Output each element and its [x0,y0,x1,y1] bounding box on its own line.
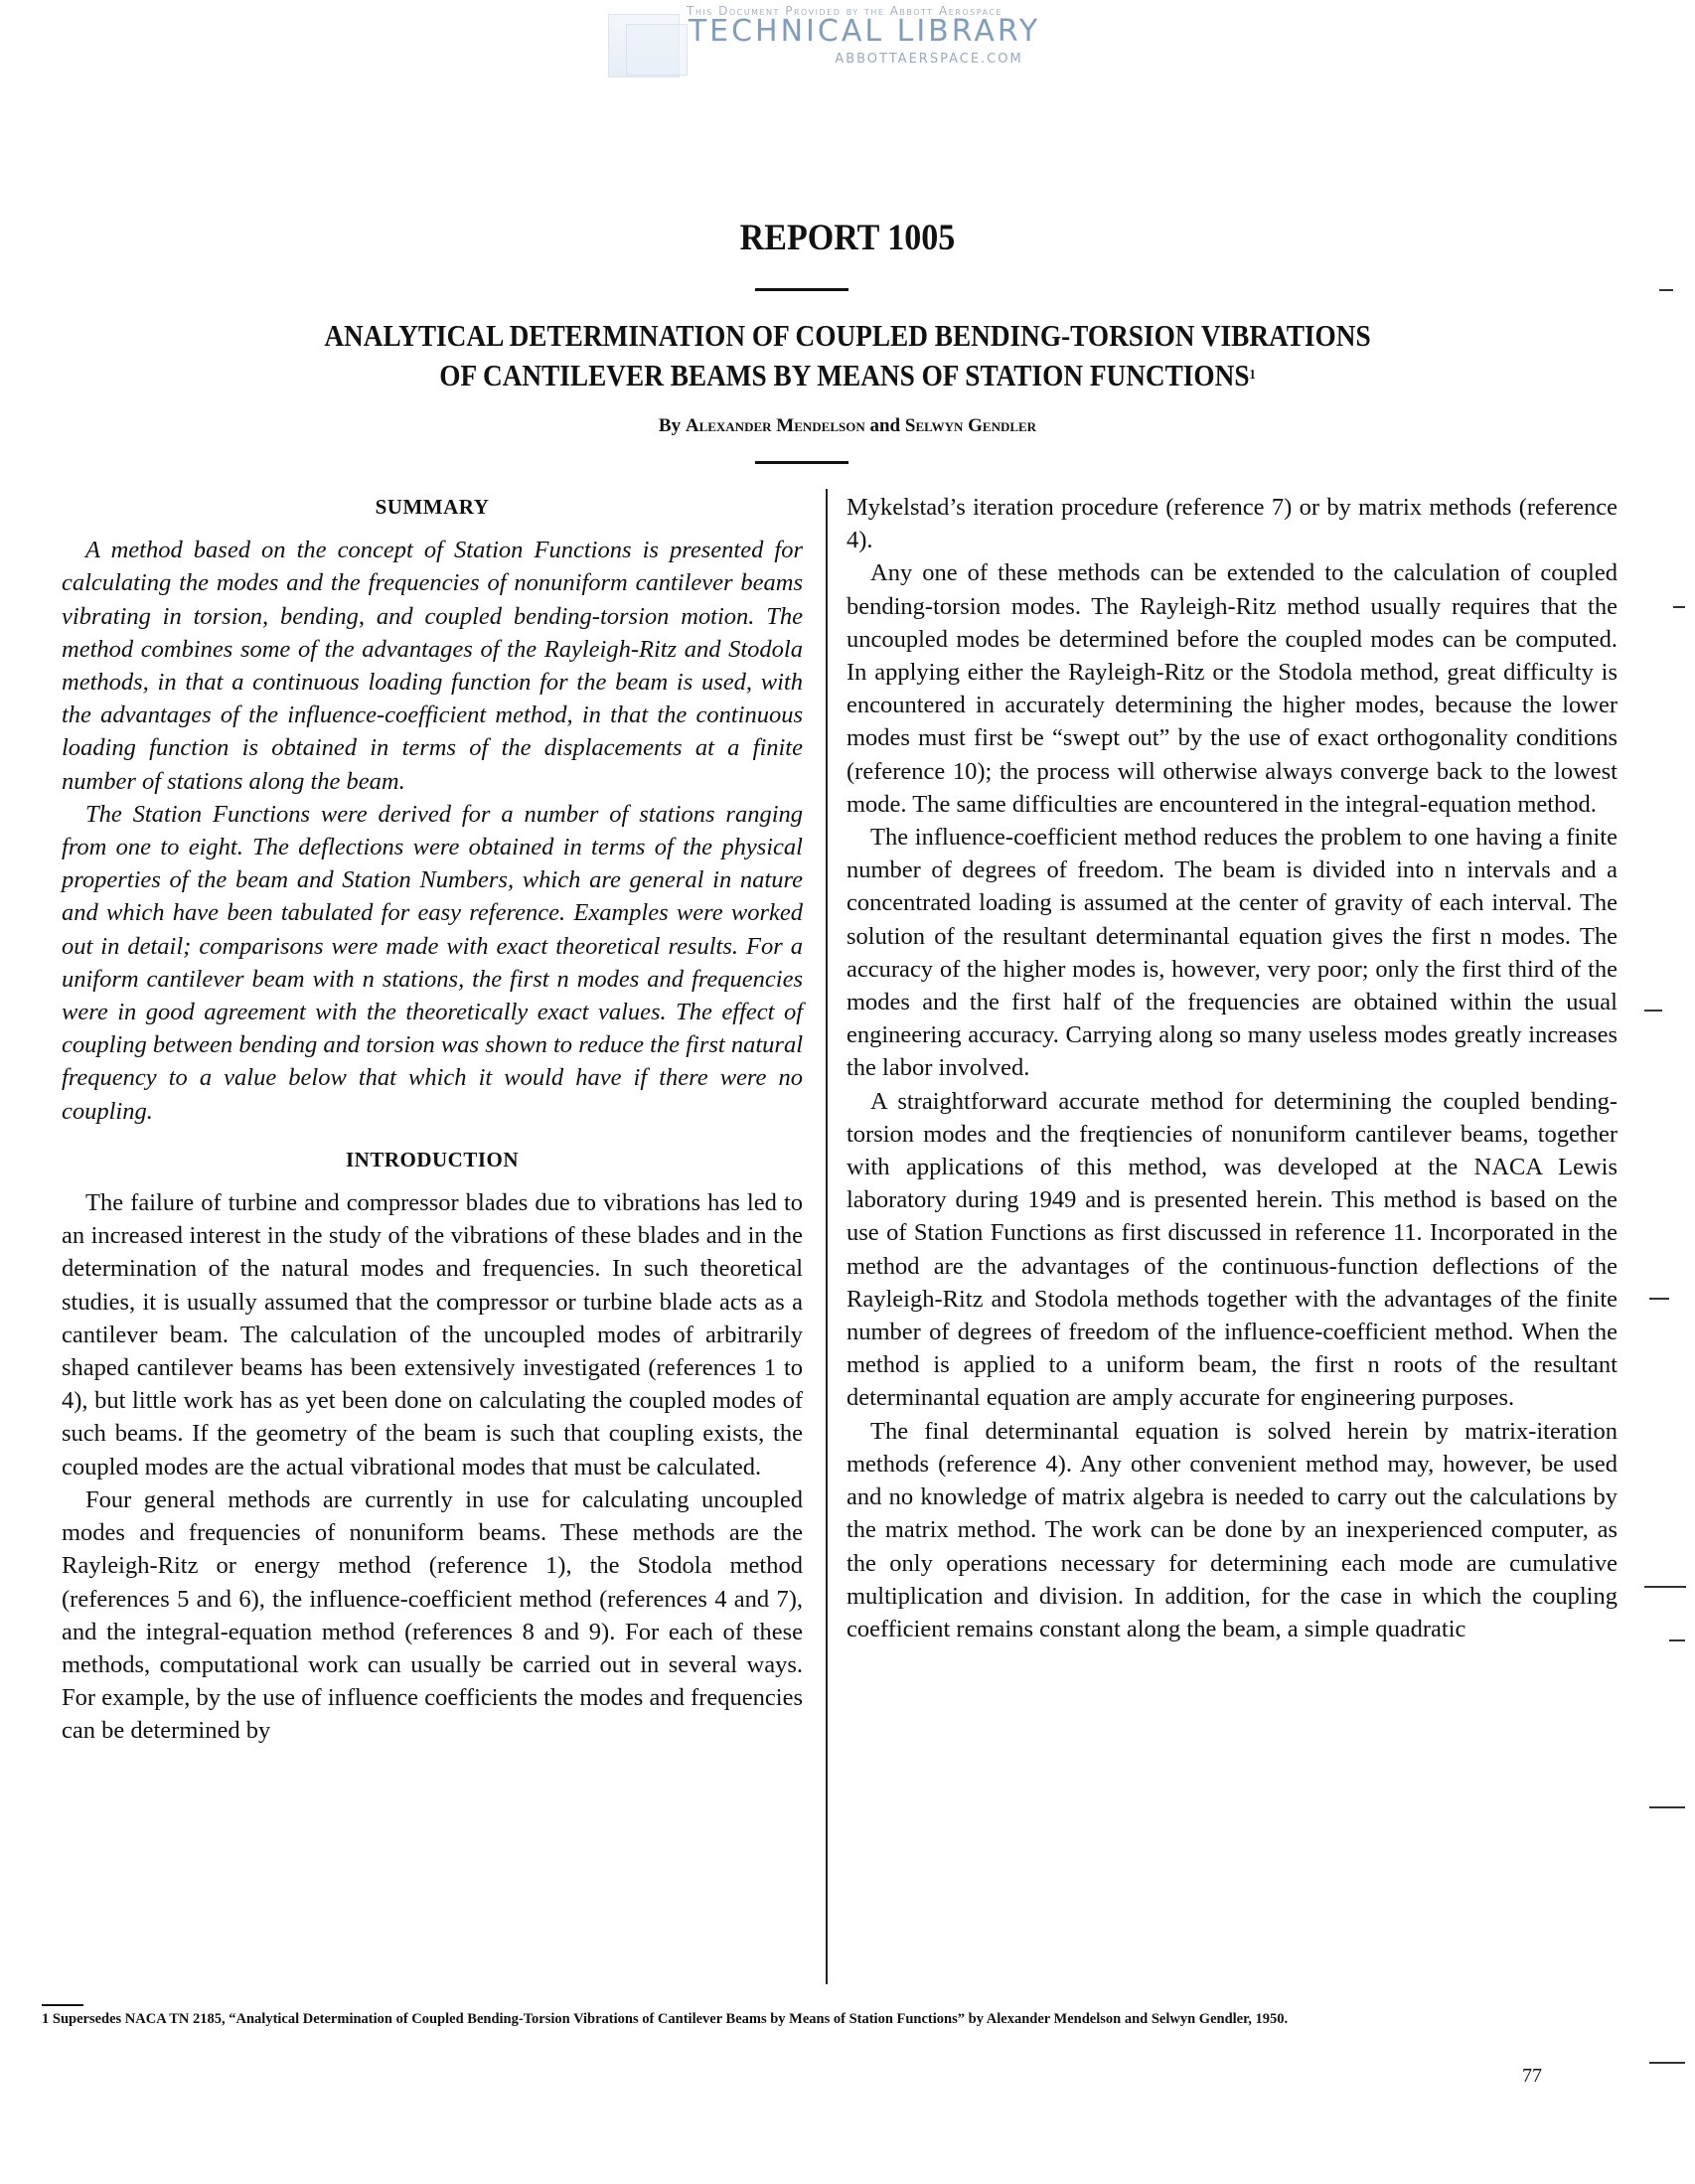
title-line-2 [101,356,1593,395]
margin-mark [1649,2062,1685,2064]
margin-mark [1644,1586,1686,1588]
watermark-provided-by: This Document Provided by the Abbott Aerospace [687,4,1002,18]
summary-heading: SUMMARY [375,495,490,519]
footnote: 1 Supersedes NACA TN 2185, “Analytical Determination of Coupled Bending-Torsion Vibrations of Cantilever Beams by Means of Station Functions” by Alexander Mendelson and Selwyn Gendler, 1950. [42,2011,1289,2027]
introduction-heading: INTRODUCTION [345,1147,520,1171]
body-paragraph: Mykelstad’s iteration procedure (reference 7) or by matrix methods (reference 4). [847,494,1618,554]
body-paragraph: The influence-coefficient method reduces the problem to one having a finite number of degrees of freedom. The beam is divided into n intervals and a concentrated loading is assumed at the center of gravity of each interval. The solution of the resultant determinantal equation gives the first n modes. The accuracy of the higher modes is, however, very poor; only the first third of the modes and the first half of the frequencies are obtained within the usual engineering accuracy. Carrying along so many useless modes greatly increases the labor involved. [847,824,1618,1082]
body-paragraph: Any one of these methods can be extended to the calculation of coupled bending-torsion modes. The Rayleigh-Ritz method usually requires that the uncoupled modes be determined before the coupled modes can be computed. In applying either the Rayleigh-Ritz or the Stodola method, great difficulty is encountered in accurately determining the higher modes, because the lower modes must first be “swept out” by the use of exact orthogonality conditions (reference 10); the process will otherwise always converge back to the lowest mode. The same difficulties are encountered in the integral-equation method. [847,559,1618,818]
margin-mark [1659,289,1673,291]
margin-mark [1649,1806,1685,1808]
title-rule-top [755,288,848,291]
margin-mark [1673,606,1685,608]
report-number: REPORT 1005 [739,218,956,258]
page-number: 77 [1522,2065,1542,2087]
footnote-rule [42,2004,83,2006]
title-footnote-marker: 1 [1249,368,1256,383]
summary-paragraph: The Station Functions were derived for a number of stations ranging from one to eight. The deflections were obtained in terms of the physical properties of the beam and Station Numbers, which are general in nature and which have been tabulated for easy reference. Examples were worked out in detail; comparisons were made with exact theoretical results. For a uniform cantilever beam with n stations, the first n modes and frequencies were in good agreement with the theoretically exact values. The effect of coupling between bending and torsion was shown to reduce the first natural frequency to a value below that which it would have if there were no coupling. [62,800,803,1125]
title-line-1: ANALYTICAL DETERMINATION OF COUPLED BENDING-TORSION VIBRATIONS [324,318,1371,353]
left-column [62,491,803,1748]
watermark-library-name: TECHNICAL LIBRARY [688,14,1041,49]
authors-and: and [869,415,901,436]
summary-paragraph: A method based on the concept of Station Functions is presented for calculating the modes and the frequencies of nonuniform cantilever beams vibrating in torsion, bending, and coupled bending-torsion motion. The method combines some of the advantages of the Rayleigh-Ritz and Stodola methods, in that a continuous loading function for the beam is used, with the advantages of the influence-coefficient method, in that the continuous loading function is obtained in terms of the displacements at a finite number of stations along the beam. [62,537,803,795]
title-rule-bottom [755,461,848,464]
body-paragraph: A straightforward accurate method for determining the coupled bending-torsion modes and the freqtiencies of nonuniform cantilever beams, together with applications of this method, was developed at the NACA Lewis laboratory during 1949 and is presented herein. This method is based on the use of Station Functions as first discussed in reference 11. Incorporated in the method are the advantages of the continuous-function deflections of the Rayleigh-Ritz and Stodola methods together with the advantages of the finite number of degrees of freedom of the influence-coefficient method. When the method is applied to a uniform beam, the first n roots of the resultant determinantal equation are amply accurate for engineering purposes. [847,1087,1618,1412]
authors-by: By [658,415,682,436]
authors-line [0,415,1695,437]
margin-mark [1644,1010,1662,1012]
margin-mark [1649,1298,1669,1300]
right-column [847,491,1618,1645]
author-2: Selwyn Gendler [904,415,1037,436]
body-paragraph: The final determinantal equation is solved herein by matrix-iteration methods (reference 4). Any other convenient method may, however, be used and no knowledge of matrix algebra is needed to carry out the calculations by the matrix method. The work can be done by an inexperienced computer, as the only operations necessary for determining each mode are cumulative multiplication and division. In addition, for the case in which the coupling coefficient remains constant along the beam, a simple quadratic [847,1417,1618,1642]
margin-mark [1669,1639,1685,1641]
watermark-url: ABBOTTAERSPACE.COM [835,52,1023,67]
column-divider [826,489,828,1984]
title-line-2-text: OF CANTILEVER BEAMS BY MEANS OF STATION FUNCTIONS [439,358,1250,392]
author-1: Alexander Mendelson [685,415,865,436]
abbott-aerospace-watermark [596,0,1093,79]
introduction-paragraph: Four general methods are currently in use for calculating uncoupled modes and frequencies of nonuniform beams. These methods are the Rayleigh-Ritz or energy method (reference 1), the Stodola method (references 5 and 6), the influence-coefficient method (references 4 and 7), and the integral-equation method (references 8 and 9). For each of these methods, computational work can usually be carried out in several ways. For example, by the use of influence coefficients the modes and frequencies can be determined by [62,1485,803,1745]
introduction-paragraph: The failure of turbine and compressor blades due to vibrations has led to an increased interest in the study of the vibrations of these blades and in the determination of the natural modes and frequencies. In such theoretical studies, it is usually assumed that the compressor or turbine blade acts as a cantilever beam. The calculation of the uncoupled modes of arbitrarily shaped cantilever beams has been extensively investigated (references 1 to 4), but little work has as yet been done on calculating the coupled modes of such beams. If the geometry of the beam is such that coupling exists, the coupled modes are the actual vibrational modes that must be calculated. [62,1189,803,1481]
